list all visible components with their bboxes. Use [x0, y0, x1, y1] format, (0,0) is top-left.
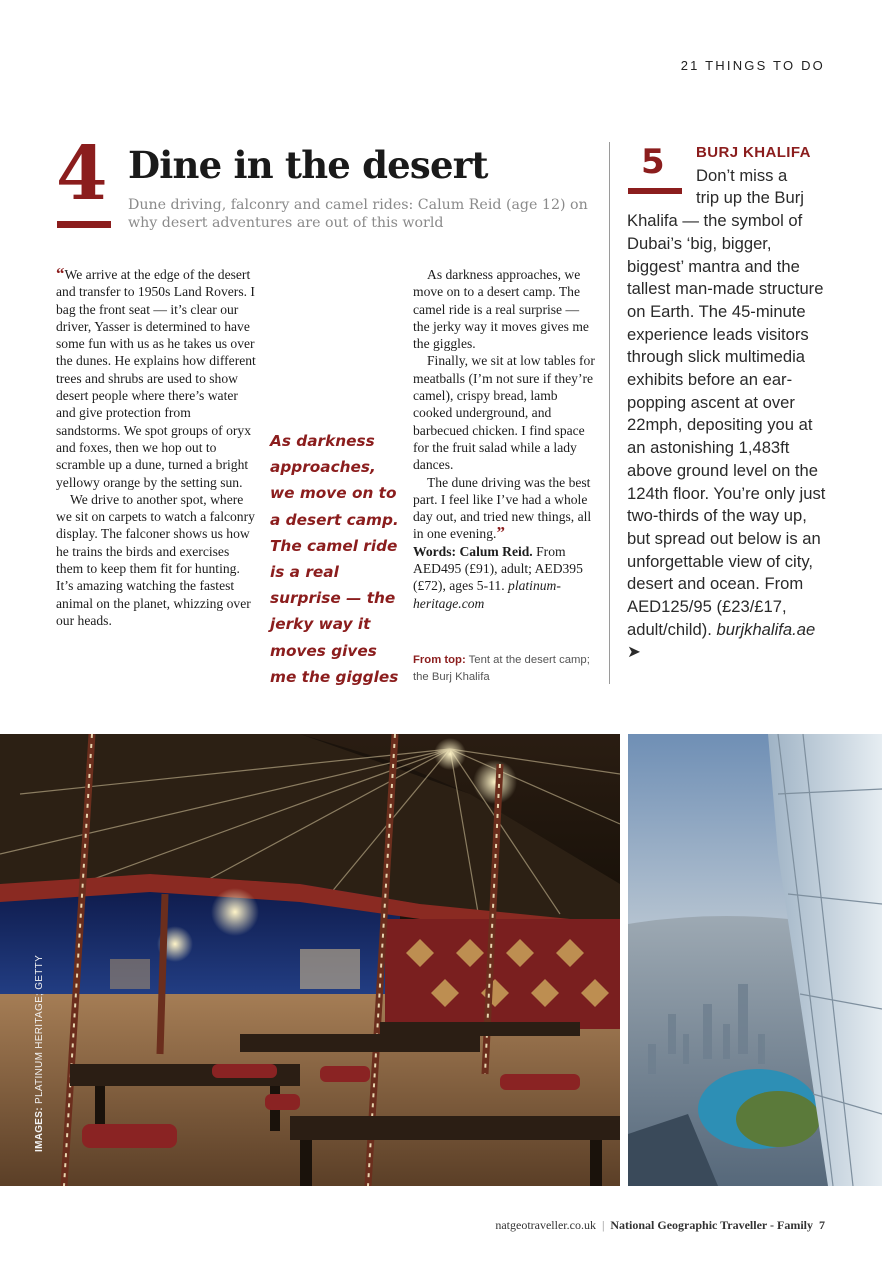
body-paragraph: Finally, we sit at low tables for meatballs (I’m not sure if they’re camel), crispy bread, lamb cooked underground, and barbecued chicken. I find space for the fruit salad while a lady dances.	[413, 353, 595, 473]
image-credit: IMAGES: PLATINUM HERITAGE; GETTY	[34, 954, 45, 1152]
burj-khalifa-sidebar: BURJ KHALIFA Don’t miss a trip up the Burj Khalifa — the symbol of Dubai’s ‘big, bigger, biggest’ mantra and the tallest man-made structure on Earth. The 45-minute experience leads visitors through slick multimedia exhibits before an ear-popping ascent at over 22mph, depositing you at an astonishing 1,483ft above ground level on the 124th floor. You’re only just two-thirds of the way up, but spread out below is an unforgettable view of city, desert and ocean. From AED125/95 (£23/£17, adult/child). burjkhalifa.ae ➤	[627, 142, 827, 664]
page-number: 7	[819, 1218, 825, 1232]
close-quote-icon: ”	[496, 523, 505, 543]
section-label: 21 THINGS TO DO	[680, 58, 825, 73]
desert-tent-photo	[0, 734, 620, 1186]
item-number: 4	[56, 131, 108, 217]
arrow-icon: ➤	[627, 642, 641, 662]
author-credit: Words: Calum Reid.	[413, 543, 533, 559]
price-info: From AED495 (£91), adult; AED395 (£72), ages 5-11.	[413, 543, 583, 594]
body-paragraph: We drive to another spot, where we sit on carpets to watch a falconry display. The falconer shows us how he trains the birds and exercises them to keep them fit for hunting. It’s amazing watching the fastest animal on the planet, whizzing over our heads.	[56, 491, 255, 628]
body-paragraph: As darkness approaches, we move on to a desert camp. The camel ride is a real surprise — the jerky way it moves gives me the giggles.	[413, 267, 589, 352]
website-link[interactable]: platinum-heritage.com	[413, 578, 561, 611]
page-footer: natgeotraveller.co.uk | National Geographic Traveller - Family 7	[495, 1218, 825, 1232]
number-underline	[57, 221, 111, 228]
sidebar-title: BURJ KHALIFA	[696, 144, 811, 161]
body-column-2	[413, 266, 597, 612]
body-paragraph: The dune driving was the best part. I feel like I’ve had a whole day out, and tried new things, all in one evening.”	[413, 474, 592, 543]
burj-website-link[interactable]: burjkhalifa.ae	[716, 619, 816, 639]
burj-khalifa-photo	[628, 734, 882, 1186]
headline: Dine in the desert	[128, 143, 488, 187]
photo-caption: From top: Tent at the desert camp; the Burj Khalifa	[413, 654, 590, 683]
credit-paragraph	[413, 543, 597, 612]
item-number-5: 5	[641, 142, 665, 182]
pull-quote: As darkness approaches, we move on to a desert camp. The camel ride is a real surprise — the jerky way it moves gives me the giggles	[270, 432, 399, 686]
footer-site[interactable]: natgeotraveller.co.uk	[495, 1218, 596, 1232]
open-quote-icon: “	[56, 264, 65, 283]
footer-publication: National Geographic Traveller - Family	[610, 1218, 813, 1232]
body-paragraph: “We arrive at the edge of the desert and transfer to 1950s Land Rovers. I bag the front seat — it’s clear our driver, Yasser is determined to have some fun with us as he takes us over the dunes. He explains how different trees and shrubs are used to show desert people where there’s water and give protection from sandstorms. We spot groups of oryx and foxes, then we hop out to scramble up a dune, turned a bright yellowy orange by the setting sun.	[56, 264, 256, 490]
standfirst: Dune driving, falconry and camel rides: Calum Reid (age 12) on why desert adventures are out of this world	[128, 197, 588, 231]
body-column-1	[56, 266, 258, 629]
sidebar-body: Khalifa — the symbol of Dubai’s ‘big, bigger, biggest’ mantra and the tallest man-made structure on Earth. The 45-minute experience leads visitors through slick multimedia exhibits before an ear-popping ascent at over 22mph, depositing you at an astonishing 1,483ft above ground level on the 124th floor. You’re only just two-thirds of the way up, but spread out below is an unforgettable view of city, desert and ocean. From AED125/95 (£23/£17, adult/child). burjkhalifa.ae ➤	[627, 211, 826, 662]
column-divider	[609, 142, 610, 684]
